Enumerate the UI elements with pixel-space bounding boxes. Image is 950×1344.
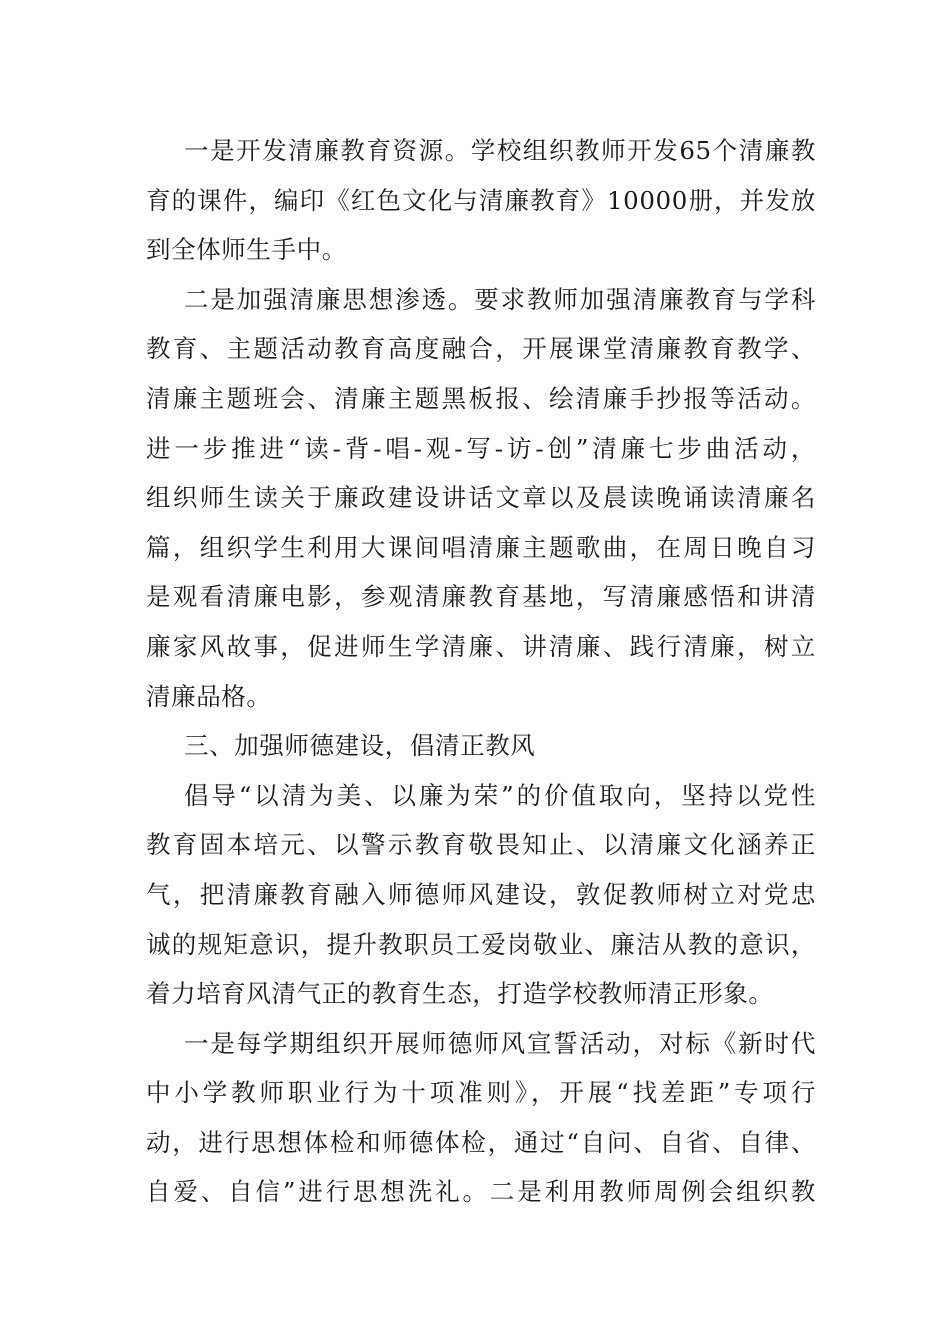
text-line: 中小学教师职业行为十项准则》，开展“找差距”专项行 (146, 1078, 816, 1108)
text-line: 三、加强师德建设，倡清正教风 (184, 731, 536, 761)
text-line: 诚的规矩意识，提升教职员工爱岗敬业、廉洁从教的意识， (146, 929, 816, 959)
text-line: 一是每学期组织开展师德师风宣誓活动，对标《新时代 (184, 1028, 816, 1058)
text-line: 进一步推进“读-背-唱-观-写-访-创”清廉七步曲活动， (146, 433, 816, 463)
text-line: 篇，组织学生利用大课间唱清廉主题歌曲，在周日晚自习 (146, 532, 816, 562)
document-page (146, 126, 816, 1217)
text-line: 组织师生读关于廉政建设讲话文章以及晨读晚诵读清廉名 (146, 483, 816, 513)
text-line: 气，把清廉教育融入师德师风建设，敦促教师树立对党忠 (146, 879, 816, 909)
text-line: 到全体师生手中。 (146, 235, 347, 265)
text-line: 动，进行思想体检和师德体检，通过“自问、自省、自律、 (146, 1127, 816, 1157)
text-line: 育的课件，编印《红色文化与清廉教育》10000册，并发放 (146, 185, 816, 215)
text-line: 二是加强清廉思想渗透。要求教师加强清廉教育与学科 (184, 284, 816, 314)
text-line: 教育、主题活动教育高度融合，开展课堂清廉教育教学、 (146, 334, 816, 364)
text-line: 廉家风故事，促进师生学清廉、讲清廉、践行清廉，树立 (146, 631, 816, 661)
text-line: 着力培育风清气正的教育生态，打造学校教师清正形象。 (146, 979, 774, 1009)
text-line: 清廉主题班会、清廉主题黑板报、绘清廉手抄报等活动。 (146, 383, 816, 413)
text-line: 清廉品格。 (146, 681, 272, 711)
text-line: 倡导“以清为美、以廉为荣”的价值取向，坚持以党性 (184, 780, 816, 810)
text-line: 教育固本培元、以警示教育敬畏知止、以清廉文化涵养正 (146, 830, 816, 860)
text-line: 一是开发清廉教育资源。学校组织教师开发65个清廉教 (184, 136, 816, 165)
text-line: 自爱、自信”进行思想洗礼。二是利用教师周例会组织教 (146, 1177, 816, 1207)
text-line: 是观看清廉电影，参观清廉教育基地，写清廉感悟和讲清 (146, 582, 816, 612)
